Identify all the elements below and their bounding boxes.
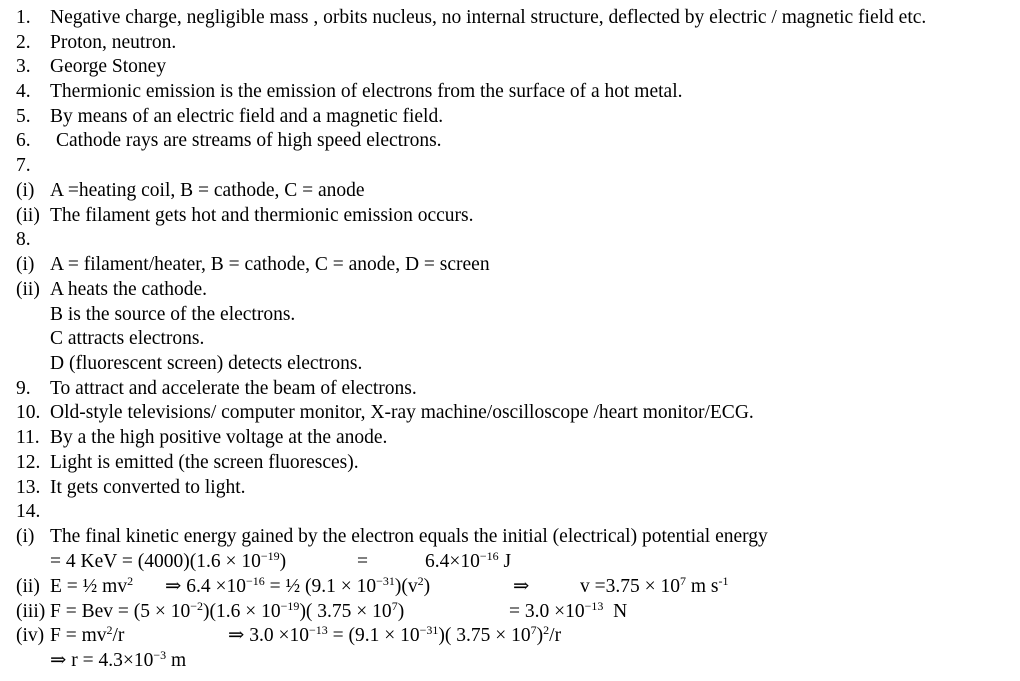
item-number: 12. (16, 452, 41, 473)
energy-expression (50, 550, 286, 574)
exponent: 7 (391, 599, 398, 613)
radius-result (50, 649, 186, 673)
item-text: By means of an electric field and a magnetic field. (50, 106, 444, 127)
item-number: 4. (16, 81, 31, 102)
item-text: To attract and accelerate the beam of electrons. (50, 378, 417, 399)
item-number: 1. (16, 7, 31, 28)
exponent: −19 (280, 599, 300, 613)
item-number: 2. (16, 32, 31, 53)
expr-text: /r (112, 625, 125, 646)
exponent: 7 (530, 623, 537, 637)
expr-text: ⇒ r = 4.3×10 (50, 650, 154, 671)
expr-text: ) (423, 576, 431, 597)
item-number: 10. (16, 402, 41, 423)
item-number: (i) (16, 526, 35, 547)
expr-text: = (9.1 × 10 (327, 625, 420, 646)
item-text: George Stoney (50, 56, 167, 77)
exponent: -1 (718, 574, 729, 588)
exponent: −3 (153, 648, 167, 662)
exponent: −31 (419, 623, 439, 637)
item-number: (i) (16, 254, 35, 275)
item-text: Negative charge, negligible mass , orbits nucleus, no internal structure, deflected by electric / magnetic field etc. (50, 7, 927, 28)
expr-text: J (498, 551, 512, 572)
expr-text: N (603, 601, 628, 622)
expr-text: F = Bev = (5 × 10 (50, 601, 191, 622)
expr-text: F = mv (50, 625, 107, 646)
item-text: B is the source of the electrons. (50, 304, 296, 325)
expr-text: )( 3.75 × 10 (299, 601, 392, 622)
expr-text: ) (536, 625, 544, 646)
expr-text: E = ½ mv (50, 576, 128, 597)
velocity-result (580, 575, 729, 599)
item-number: 6. (16, 130, 31, 151)
exponent: −31 (376, 574, 395, 588)
item-number: (i) (16, 180, 35, 201)
item-number: (iii) (16, 601, 46, 622)
item-number: (iv) (16, 625, 45, 646)
item-text: Light is emitted (the screen fluoresces). (50, 452, 359, 473)
item-number: 11. (16, 427, 40, 448)
exponent: −16 (245, 574, 265, 588)
exponent: 2 (543, 623, 550, 637)
radius-substitution (228, 624, 561, 648)
expr-text: m s (686, 576, 719, 597)
item-number: (ii) (16, 279, 40, 300)
exponent: 2 (106, 623, 113, 637)
expr-text: ⇒ 3.0 ×10 (228, 625, 309, 646)
expr-text: = ½ (9.1 × 10 (264, 576, 377, 597)
item-number: 13. (16, 477, 41, 498)
item-text: Cathode rays are streams of high speed electrons. (56, 130, 442, 151)
item-text: D (fluorescent screen) detects electrons. (50, 353, 363, 374)
item-text: Proton, neutron. (50, 32, 177, 53)
expr-text: ⇒ 6.4 ×10 (165, 576, 246, 597)
expr-text: /r (549, 625, 562, 646)
force-expression (50, 600, 404, 624)
exponent: −19 (260, 549, 280, 563)
item-text: Old-style televisions/ computer monitor, X-ray machine/oscilloscope /heart monitor/ECG. (50, 402, 754, 423)
expr-text: m (166, 650, 187, 671)
item-number: 8. (16, 229, 31, 250)
expr-text: )(1.6 × 10 (203, 601, 281, 622)
exponent: −2 (190, 599, 204, 613)
item-number: (ii) (16, 576, 40, 597)
implies-arrow: ⇒ (513, 576, 530, 597)
item-text: By a the high positive voltage at the anode. (50, 427, 388, 448)
item-text: Thermionic emission is the emission of electrons from the surface of a hot metal. (50, 81, 683, 102)
exponent: −13 (584, 599, 604, 613)
item-number: (ii) (16, 205, 40, 226)
item-number: 7. (16, 155, 31, 176)
item-text: The final kinetic energy gained by the electron equals the initial (electrical) potential energy (50, 526, 768, 547)
expr-text: ) (279, 551, 287, 572)
expr-text: = 3.0 ×10 (509, 601, 585, 622)
force-result (509, 600, 627, 624)
item-number: 3. (16, 56, 31, 77)
item-text: C attracts electrons. (50, 328, 205, 349)
item-number: 9. (16, 378, 31, 399)
centripetal-expression (50, 624, 124, 648)
item-text: A = filament/heater, B = cathode, C = anode, D = screen (50, 254, 490, 275)
expr-text: )(v (394, 576, 418, 597)
item-number: 5. (16, 106, 31, 127)
expr-text: v =3.75 × 10 (580, 576, 680, 597)
velocity-expression (50, 575, 133, 599)
exponent: 7 (680, 574, 686, 588)
item-text: A =heating coil, B = cathode, C = anode (50, 180, 365, 201)
item-text: It gets converted to light. (50, 477, 246, 498)
exponent: −13 (308, 623, 328, 637)
expr-text: = 4 KeV = (4000)(1.6 × 10 (50, 551, 261, 572)
exponent: −16 (479, 549, 499, 563)
expr-text: ) (397, 601, 405, 622)
exponent: 2 (127, 574, 134, 588)
energy-result (425, 550, 511, 574)
item-text: The filament gets hot and thermionic emission occurs. (50, 205, 474, 226)
exponent: 2 (417, 574, 424, 588)
equals-sign: = (357, 551, 368, 572)
expr-text: )( 3.75 × 10 (438, 625, 531, 646)
item-number: 14. (16, 501, 41, 522)
velocity-substitution (165, 575, 430, 599)
expr-text: 6.4×10 (425, 551, 480, 572)
item-text: A heats the cathode. (50, 279, 208, 300)
